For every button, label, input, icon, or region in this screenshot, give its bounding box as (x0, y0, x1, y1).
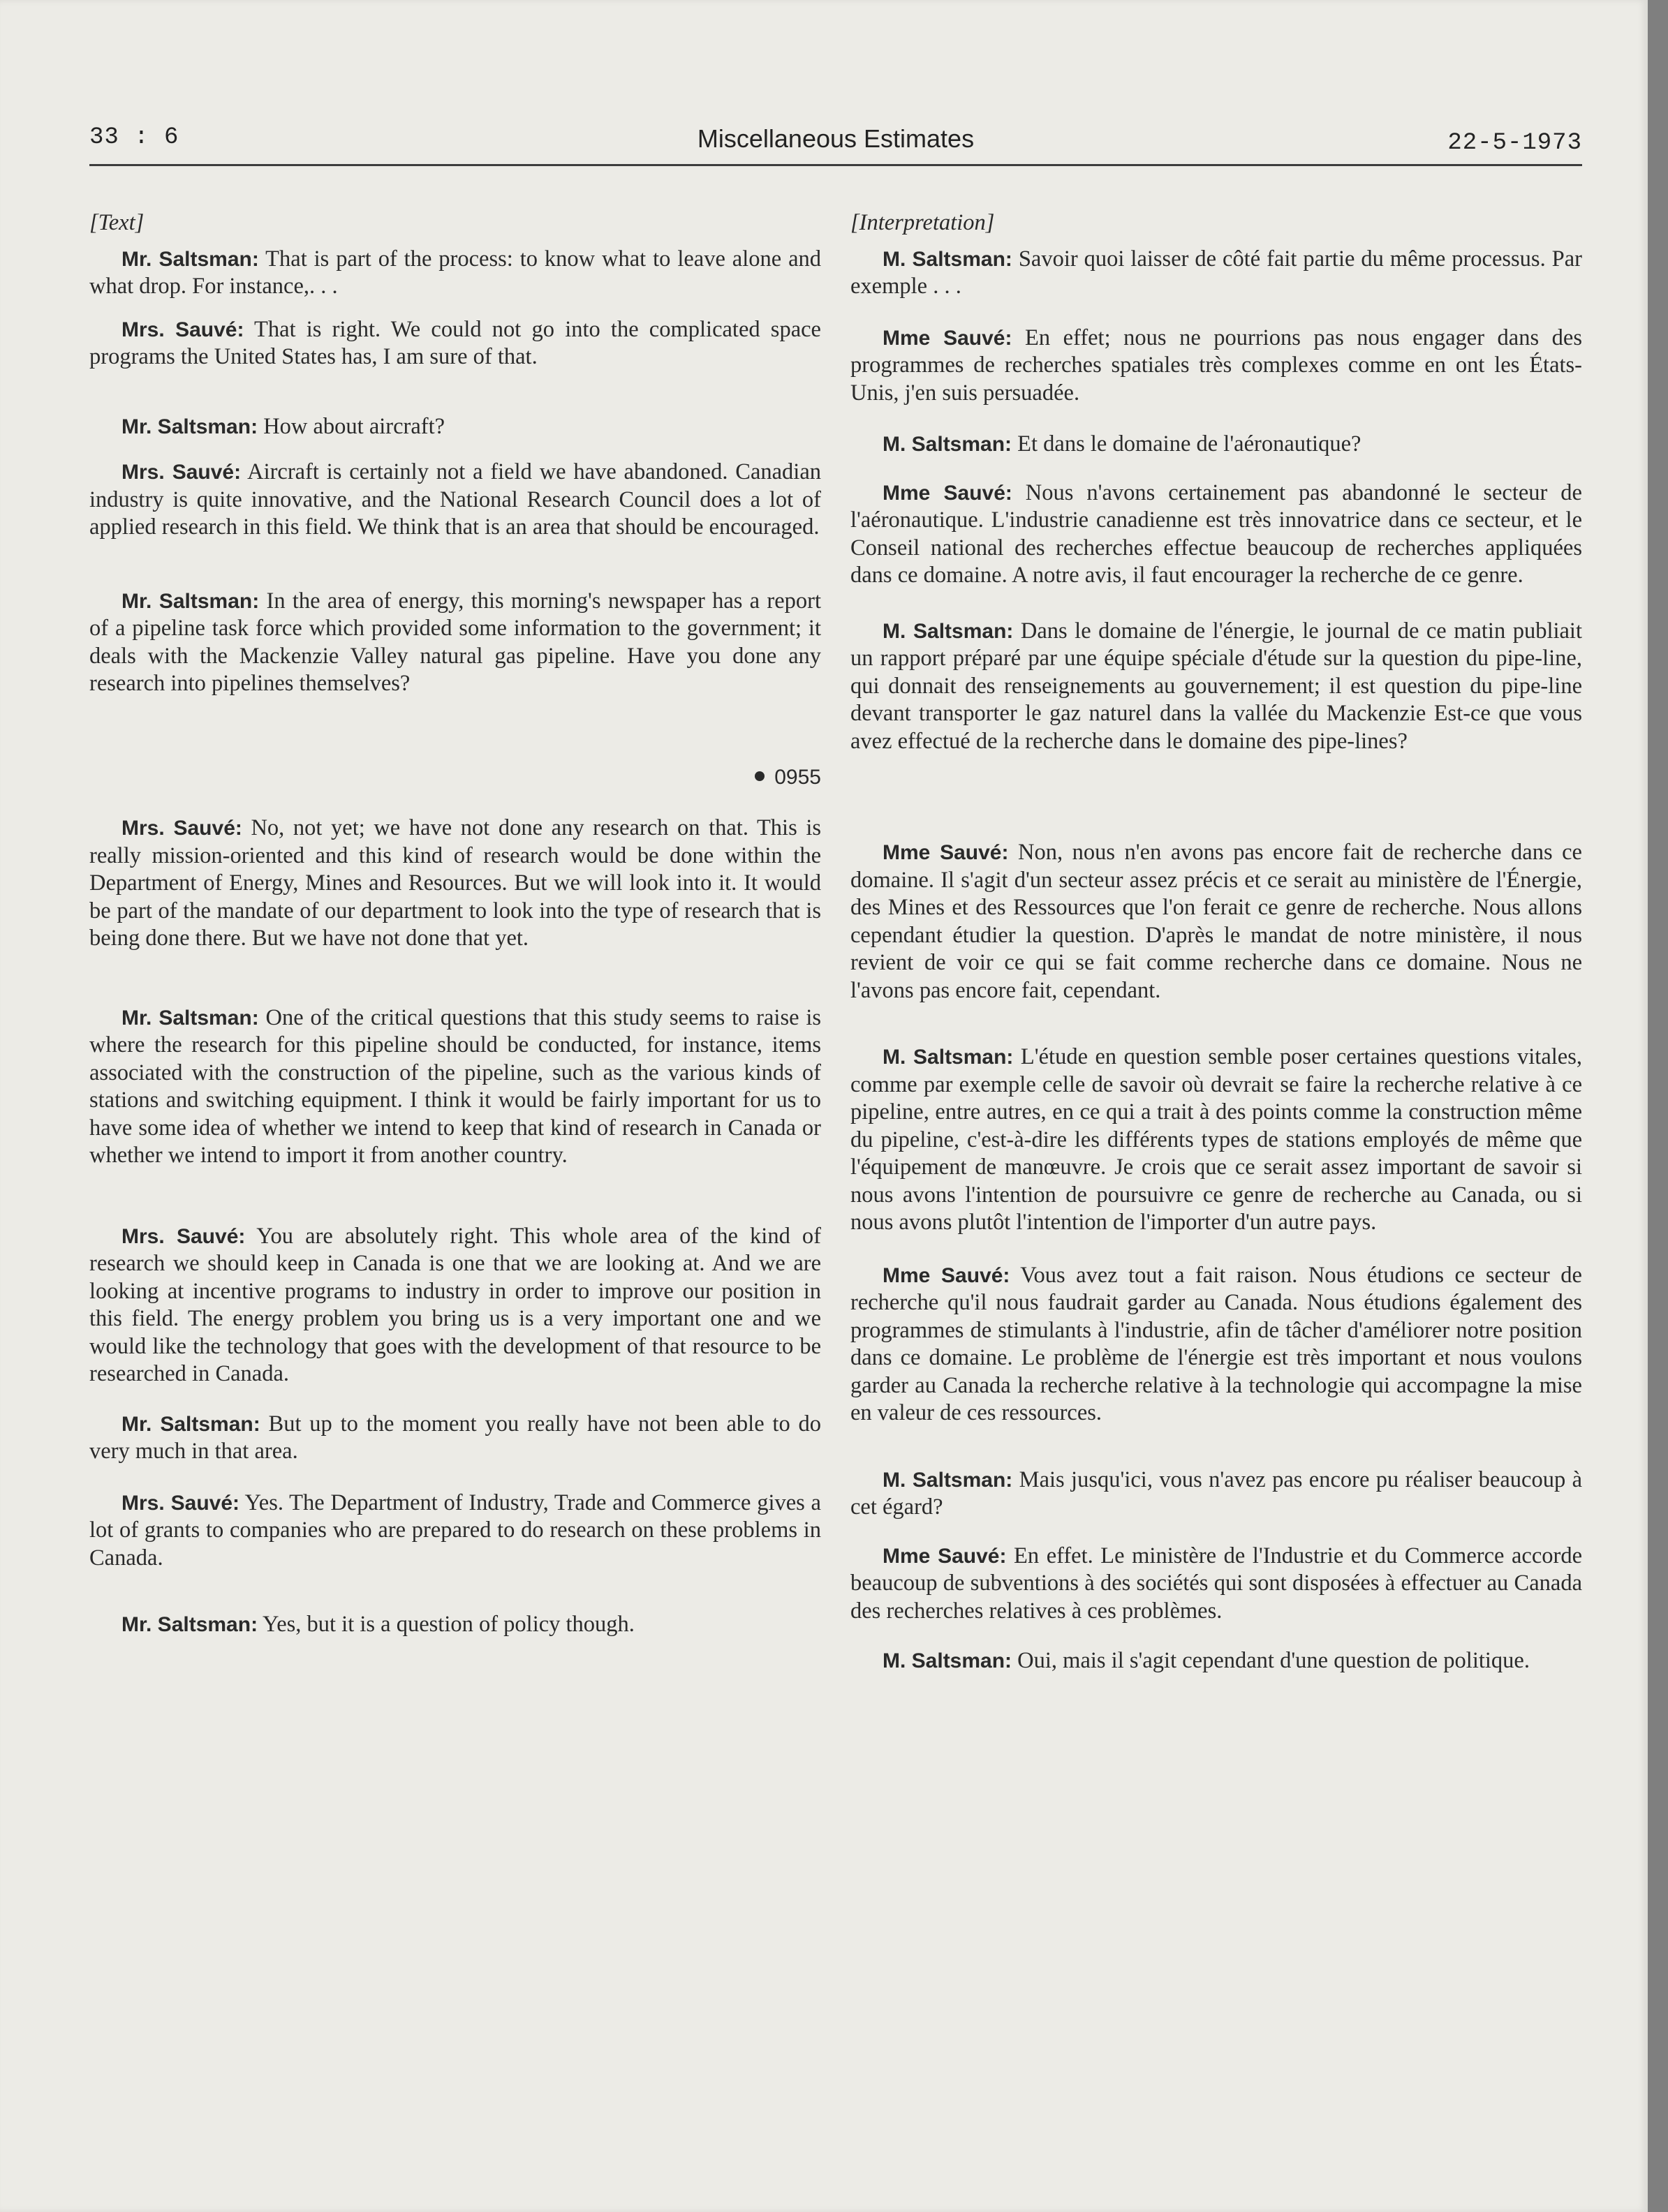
paragraph (89, 413, 821, 441)
paragraph (89, 1004, 821, 1170)
paragraph (850, 1543, 1582, 1626)
speaker: M. Saltsman: (883, 619, 1014, 643)
speech: En effet; nous ne pourrions pas nous engager dans des programmes de recherches spatiales très complexes comme en ont les États-Unis, j'en suis persuadée. (850, 325, 1582, 406)
speaker: M. Saltsman: (883, 433, 1012, 456)
speech: That is part of the process: to know what to leave alone and what drop. For instance,. . . (89, 246, 822, 299)
speaker: Mme Sauvé: (883, 326, 1012, 350)
speech: En effet. Le ministère de l'Industrie et du Commerce accorde beaucoup de subventions à des sociétés qui sont disposées à effectuer au Canada des recherches relatives à ces problèmes. (850, 1543, 1582, 1624)
speech: Mais jusqu'ici, vous n'avez pas encore pu réaliser beaucoup à cet égard? (850, 1467, 1582, 1520)
text-label: [Text] (89, 210, 145, 235)
speech: L'étude en question semble poser certaines questions vitales, comme par exemple celle de savoir où devrait se faire la recherche relative à ce pipeline, entre autres, en ce qui a trait à des points comme la construction même du pipeline, c'est-à-dire les différents types de stations employés de même que l'équipement de manœuvre. Je crois que ce serait assez important de savoir si nous avons l'intention de poursuivre ce genre de recherche au Canada, ou si nous avons plutôt l'intention de l'importer d'un autre pays. (850, 1044, 1582, 1235)
speaker: Mr. Saltsman: (121, 247, 259, 271)
speech: Aircraft is certainly not a field we have abandoned. Canadian industry is quite innovative, and the National Research Council does a lot of applied research in this field. We think that is an area that should be encouraged. (89, 459, 821, 540)
speaker: Mme Sauvé: (883, 481, 1012, 505)
paragraph (850, 246, 1582, 301)
speaker: Mme Sauvé: (883, 841, 1009, 864)
speaker: Mrs. Sauvé: (121, 817, 242, 840)
bullet-icon (755, 771, 765, 781)
speech: But up to the moment you really have not been able to do very much in that area. (89, 1411, 822, 1464)
paragraph (850, 1044, 1582, 1237)
header-rule (89, 164, 1582, 166)
speech: Savoir quoi laisser de côté fait partie du même processus. Par exemple . . . (850, 246, 1582, 299)
paragraph (850, 480, 1582, 590)
paragraph (89, 246, 821, 301)
speech: Et dans le domaine de l'aéronautique? (1012, 431, 1361, 456)
paragraph (89, 459, 821, 542)
paragraph (850, 839, 1582, 1004)
speaker: M. Saltsman: (883, 1468, 1013, 1492)
page-title: Miscellaneous Estimates (697, 124, 975, 153)
speech: No, not yet; we have not done any research on that. This is really mission-oriented and this kind of research would be done within the Department of Energy, Mines and Resources. But we will look into it. It would be part of the mandate of our department to look into the type of research that is being done there. But we have not done that yet. (89, 815, 821, 951)
english-column (89, 209, 821, 1639)
french-column (850, 209, 1582, 1675)
speech: One of the critical questions that this study seems to raise is where the research for this pipeline should be conducted, for instance, items associated with the construction of the pipeline, such as the various kinds of stations and switching equipment. I think it would be fairly important for us to have some idea of whether we intend to keep that kind of research in Canada or whether we intend to import it from another country. (89, 1004, 821, 1168)
speech: Yes. The Department of Industry, Trade and Commerce gives a lot of grants to companies who are prepared to do research on these problems in Canada. (89, 1490, 821, 1571)
speaker: Mr. Saltsman: (121, 415, 258, 438)
speech: In the area of energy, this morning's newspaper has a report of a pipeline task force which provided some information to the government; it deals with the Mackenzie Valley natural gas pipeline. Have you done any research into pipelines themselves? (89, 588, 821, 696)
paragraph (89, 815, 821, 953)
paragraph (850, 1467, 1582, 1522)
paragraph (850, 1647, 1582, 1675)
paragraph (89, 1411, 821, 1466)
paragraph (89, 588, 821, 698)
speech: That is right. We could not go into the complicated space programs the United States has, I am sure of that. (89, 316, 821, 369)
time-marker-value: 0955 (774, 765, 821, 789)
speaker: M. Saltsman: (883, 1046, 1014, 1069)
speaker: Mrs. Sauvé: (121, 318, 244, 341)
page-number: 33 : 6 (89, 124, 179, 151)
interpretation-label: [Interpretation] (850, 210, 995, 235)
speaker: Mrs. Sauvé: (121, 461, 242, 484)
speaker: Mme Sauvé: (883, 1544, 1007, 1568)
speaker: Mrs. Sauvé: (121, 1491, 240, 1515)
page-date: 22-5-1973 (1447, 130, 1582, 156)
speech: Vous avez tout a fait raison. Nous étudions ce secteur de recherche qu'il nous faudrait garder au Canada. Nous étudions également des programmes de stimulants à l'industrie, afin de tâcher d'améliorer notre position dans ce domaine. Le problème de l'énergie est très important et nous voulons garder au Canada la recherche relative à la technologie qui accompagne la mise en valeur de ces ressources. (850, 1262, 1582, 1425)
speech: Non, nous n'en avons pas encore fait de recherche dans ce domaine. Il s'agit d'un secteur assez précis et ce serait au ministère de l'Énergie, des Mines et des Ressources que l'on ferait ce genre de recherche. Nous allons cependant étudier la question. D'après le mandat de notre ministère, il nous revient de voir ce qui se fait comme recherche dans ce domaine. Nous ne l'avons pas encore fait, cependant. (850, 840, 1582, 1003)
page-header (89, 124, 1582, 166)
speech: Dans le domaine de l'énergie, le journal de ce matin publiait un rapport préparé par une équipe spéciale d'étude sur la question du pipe-line, qui donnait des renseignements au gouvernement; il est question du pipe-line devant transporter le gaz naturel dans la vallée du Mackenzie Est-ce que vous avez effectué de la recherche dans le domaine des pipe-lines? (850, 618, 1582, 754)
speaker: Mr. Saltsman: (121, 1006, 259, 1030)
paragraph (850, 325, 1582, 408)
paragraph (850, 431, 1582, 459)
paragraph (89, 1490, 821, 1573)
paragraph (89, 316, 821, 371)
speaker: M. Saltsman: (883, 1649, 1012, 1672)
paragraph (89, 1223, 821, 1388)
speech: How about aircraft? (258, 413, 445, 439)
speaker: Mr. Saltsman: (121, 589, 260, 613)
speaker: M. Saltsman: (883, 247, 1012, 271)
speaker: Mme Sauvé: (883, 1263, 1010, 1287)
speaker: Mrs. Sauvé: (121, 1224, 246, 1248)
speech: Nous n'avons certainement pas abandonné le secteur de l'aéronautique. L'industrie canadienne est très innovatrice dans ce secteur, et le Conseil national des recherches effectue beaucoup de recherches appliquées dans ce domaine. A notre avis, il faut encourager la recherche de ce genre. (850, 480, 1582, 588)
paragraph (850, 1262, 1582, 1427)
speech: Yes, but it is a question of policy though. (258, 1612, 635, 1637)
speech: You are absolutely right. This whole area of the kind of research we should keep in Canada is one that we are looking at. And we are looking at incentive programs to industry in order to improve our position in this field. The energy problem you bring us is a very important one and we would like the technology that goes with the development of that resource to be researched in Canada. (89, 1223, 821, 1386)
paragraph (89, 1611, 821, 1639)
speech: Oui, mais il s'agit cependant d'une question de politique. (1012, 1648, 1530, 1673)
paragraph (850, 618, 1582, 756)
speaker: Mr. Saltsman: (121, 1412, 260, 1436)
speaker: Mr. Saltsman: (121, 1613, 258, 1636)
time-marker (89, 764, 821, 792)
